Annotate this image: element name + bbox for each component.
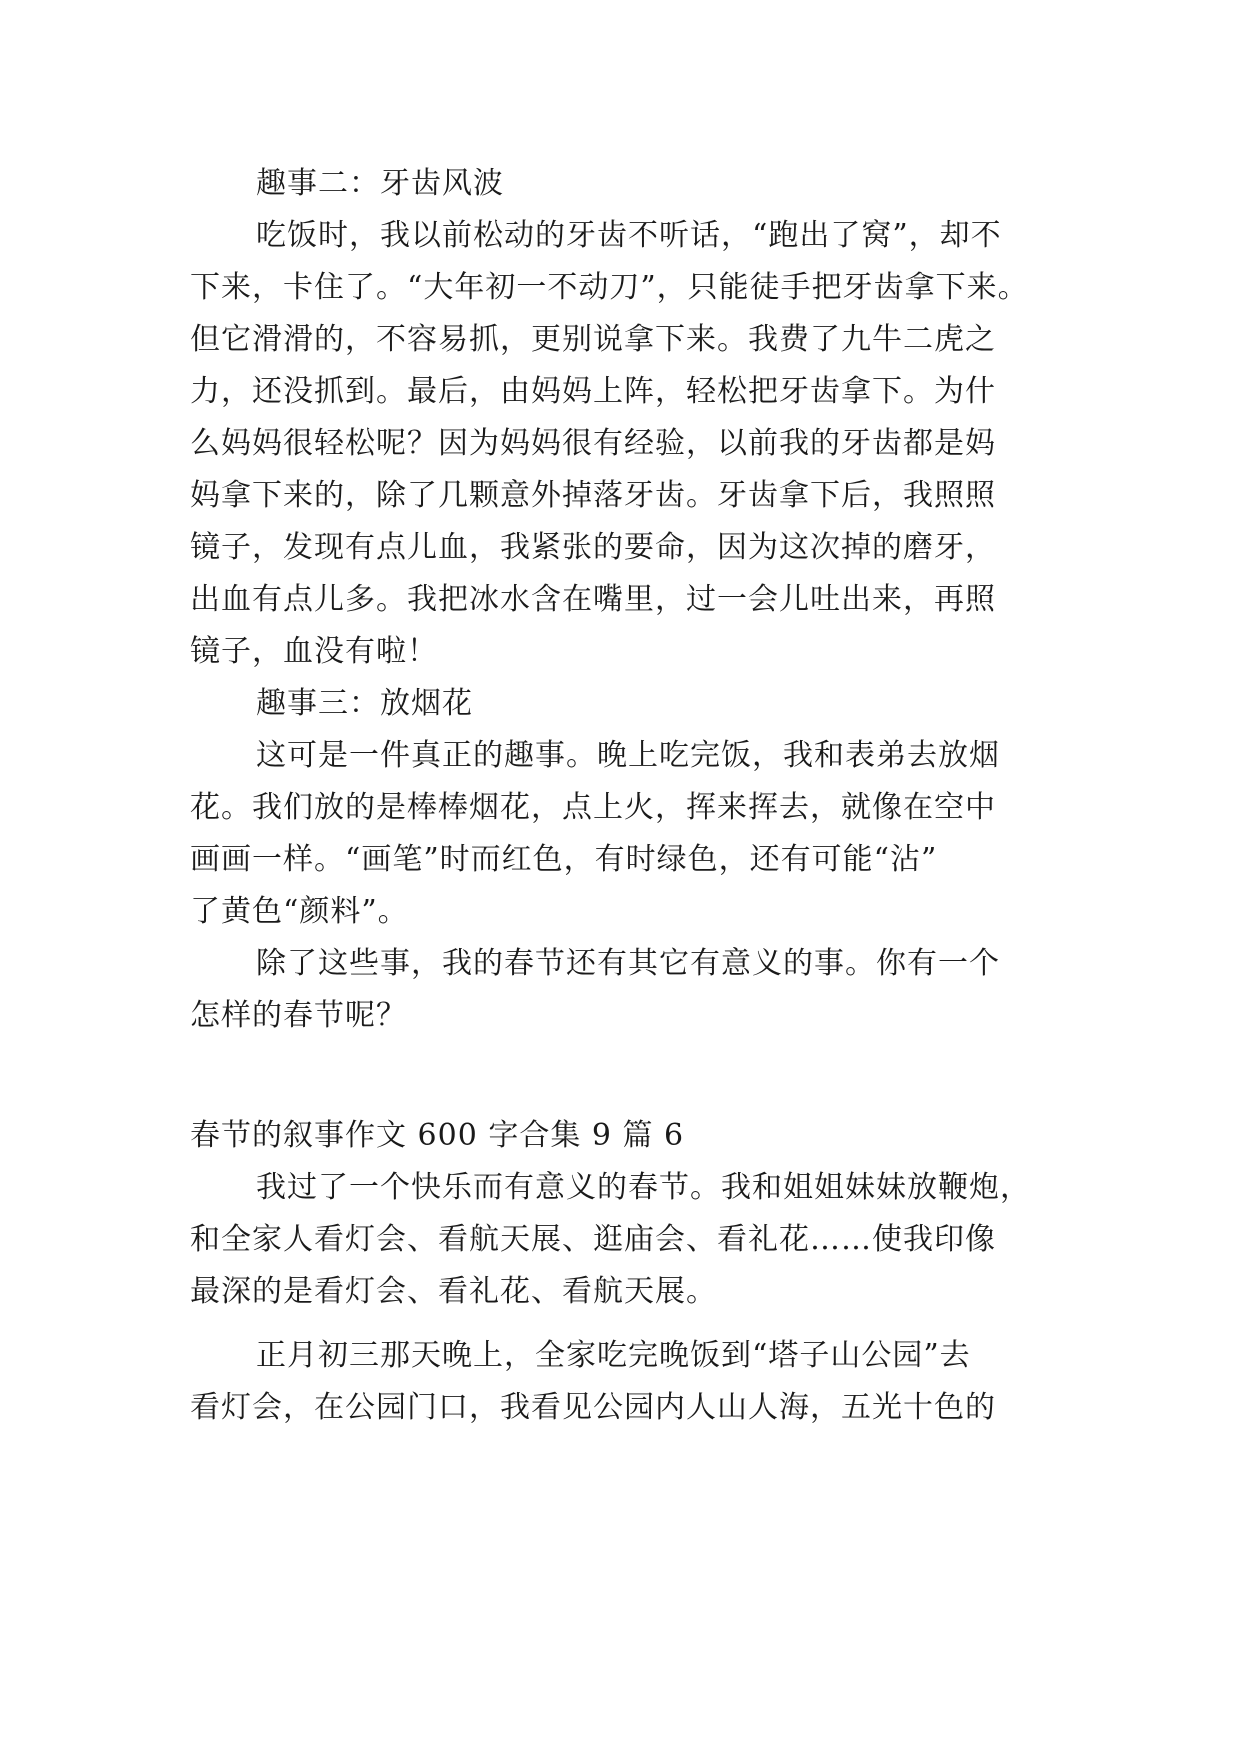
text-line: 么妈妈很轻松呢？因为妈妈很有经验，以前我的牙齿都是妈 [190, 426, 996, 461]
text-line: 镜子，血没有啦！ [190, 634, 438, 669]
text-line: 和全家人看灯会、看航天展、逛庙会、看礼花……使我印像 [190, 1222, 996, 1257]
text-line: 吃饭时，我以前松动的牙齿不听话，“跑出了窝”，却不 [256, 218, 1002, 253]
text-line: 下来，卡住了。“大年初一不动刀”，只能徒手把牙齿拿下来。 [190, 270, 1029, 305]
document-page [190, 158, 1060, 1434]
paragraph-story2 [190, 210, 1060, 678]
text-line: 我过了一个快乐而有意义的春节。我和姐姐妹妹放鞭炮， [256, 1170, 1031, 1205]
text-line: 除了这些事，我的春节还有其它有意义的事。你有一个 [256, 946, 1000, 981]
text-line: 怎样的春节呢？ [190, 998, 407, 1033]
text-line: 这可是一件真正的趣事。晚上吃完饭，我和表弟去放烟 [256, 738, 1000, 773]
text-line: 但它滑滑的，不容易抓，更别说拿下来。我费了九牛二虎之 [190, 322, 996, 357]
text-line: 出血有点儿多。我把冰水含在嘴里，过一会儿吐出来，再照 [190, 582, 996, 617]
text-line: 正月初三那天晚上，全家吃完晚饭到“塔子山公园”去 [256, 1338, 971, 1373]
text-line: 花。我们放的是棒棒烟花，点上火，挥来挥去，就像在空中 [190, 790, 996, 825]
paragraph-conclusion [190, 938, 1060, 1042]
text-line: 镜子，发现有点儿血，我紧张的要命，因为这次掉的磨牙， [190, 530, 996, 565]
section-heading: 趣事二：牙齿风波 [256, 166, 504, 201]
article-title: 春节的叙事作文 600 字合集 9 篇 6 [190, 1118, 685, 1153]
section-heading: 趣事三：放烟花 [256, 686, 473, 721]
text-line: 妈拿下来的，除了几颗意外掉落牙齿。牙齿拿下后，我照照 [190, 478, 996, 513]
text-line: 画画一样。“画笔”时而红色，有时绿色，还有可能“沾” [190, 842, 938, 877]
text-line: 最深的是看灯会、看礼花、看航天展。 [190, 1274, 717, 1309]
text-line: 看灯会，在公园门口，我看见公园内人山人海，五光十色的 [190, 1390, 996, 1425]
paragraph-article-2 [190, 1330, 1060, 1434]
paragraph-story3 [190, 730, 1060, 938]
text-line: 了黄色“颜料”。 [190, 894, 409, 929]
paragraph-article-1 [190, 1162, 1060, 1318]
text-line: 力，还没抓到。最后，由妈妈上阵，轻松把牙齿拿下。为什 [190, 374, 996, 409]
